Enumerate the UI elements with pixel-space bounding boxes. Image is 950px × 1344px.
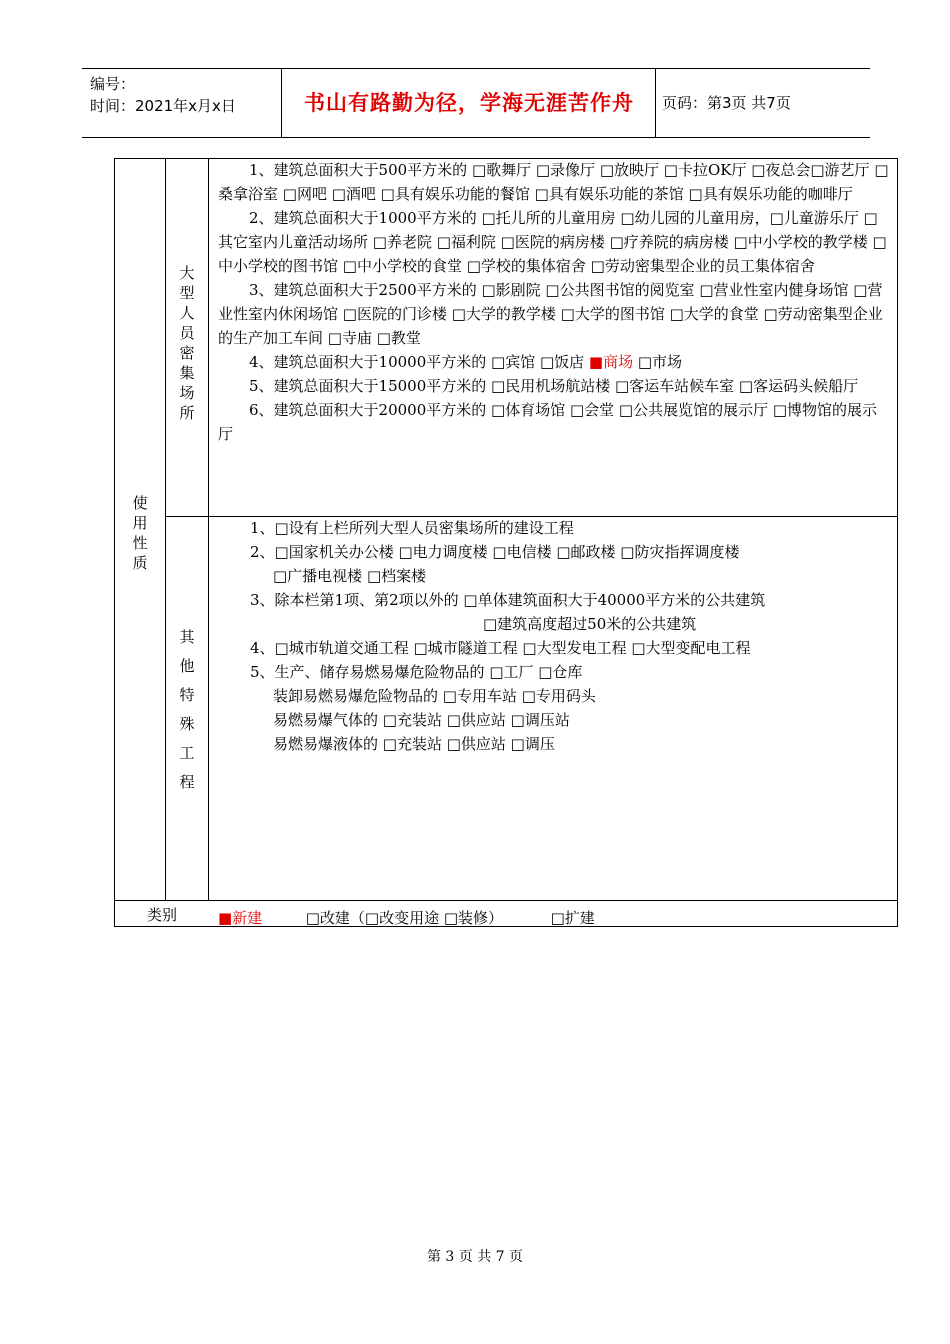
header-page-number: 页码：第3页 共7页 (662, 94, 791, 112)
special-project-line: 易燃易爆液体的 □充装站 □供应站 □调压 (273, 735, 555, 753)
special-project-line: □广播电视楼 □档案楼 (273, 567, 427, 585)
special-project-line: 易燃易爆气体的 □充装站 □供应站 □调压站 (273, 711, 570, 729)
category-expand-checkbox[interactable]: □扩建 (550, 909, 595, 927)
number-label: 编号： (90, 75, 136, 93)
special-project-line: □建筑高度超过50米的公共建筑 (483, 615, 697, 633)
special-project-line: 5、生产、储存易燃易爆危险物品的 □工厂 □仓库 (250, 663, 583, 681)
crowd-place-line: 4、建筑总面积大于10000平方米的 □宾馆 □饭店 ■商场 □市场 (249, 353, 683, 371)
category-rebuild-checkbox[interactable]: □改建（□改变用途 □装修） (305, 909, 504, 927)
crowd-place-options (218, 158, 890, 446)
category-new-checkbox[interactable]: ■新建 (218, 909, 263, 927)
crowd-place-line: 6、建筑总面积大于20000平方米的 □体育场馆 □会堂 □公共展览馆的展示厅 □博物馆的展示厅 (218, 401, 878, 443)
page-footer: 第 3 页 共 7 页 (426, 1249, 524, 1265)
special-project-label: 其 他 特 殊 工 程 (179, 628, 195, 791)
date-label: 时间：2021年x月x日 (90, 97, 236, 115)
category-label: 类别 (147, 906, 178, 924)
crowd-place-line: 2、建筑总面积大于1000平方米的 □托儿所的儿童用房 □幼儿园的儿童用房，□儿童游乐厅 □其它室内儿童活动场所 □养老院 □福利院 □医院的病房楼 □疗养院的病房楼 □中小学校的教学楼 □中小学校的图书馆 □中小学校的食堂 □学校的集体宿舍 □劳动密集型企业的员工集体宿舍 (218, 209, 887, 275)
special-project-line: 装卸易燃易爆危险物品的 □专用车站 □专用码头 (273, 687, 596, 705)
form-table (114, 158, 898, 927)
crowd-place-line: 1、建筑总面积大于500平方米的 □歌舞厅 □录像厅 □放映厅 □卡拉OK厅 □夜总会□游艺厅 □桑拿浴室 □网吧 □酒吧 □具有娱乐功能的餐馆 □具有娱乐功能的茶馆 □具有娱乐功能的咖啡厅 (218, 161, 889, 203)
special-project-line: 3、除本栏第1项、第2项以外的 □单体建筑面积大于40000平方米的公共建筑 (250, 591, 766, 609)
use-nature-label: 使 用 性 质 (132, 494, 148, 572)
special-project-line: 4、□城市轨道交通工程 □城市隧道工程 □大型发电工程 □大型变配电工程 (250, 639, 751, 657)
special-project-line: 2、□国家机关办公楼 □电力调度楼 □电信楼 □邮政楼 □防灾指挥调度楼 (250, 543, 740, 561)
header-divider (281, 69, 282, 137)
category-options (218, 907, 595, 928)
header-left (90, 73, 236, 117)
header-divider (655, 69, 656, 137)
header-motto: 书山有路勤为径，学海无涯苦作舟 (304, 91, 634, 115)
crowd-place-label: 大 型 人 员 密 集 场 所 (179, 264, 195, 422)
crowd-place-line: 5、建筑总面积大于15000平方米的 □民用机场航站楼 □客运车站候车室 □客运码头候船厅 (249, 377, 859, 395)
crowd-place-line: 3、建筑总面积大于2500平方米的 □影剧院 □公共图书馆的阅览室 □营业性室内健身场馆 □营业性室内休闲场馆 □医院的门诊楼 □大学的教学楼 □大学的图书馆 □大学的食堂 □劳动密集型企业的生产加工车间 □寺庙 □教堂 (218, 281, 883, 347)
special-project-options (222, 516, 894, 756)
special-project-line: 1、□设有上栏所列大型人员密集场所的建设工程 (250, 519, 574, 537)
checked-option[interactable]: ■商场 (588, 353, 634, 371)
document-header (82, 68, 870, 138)
